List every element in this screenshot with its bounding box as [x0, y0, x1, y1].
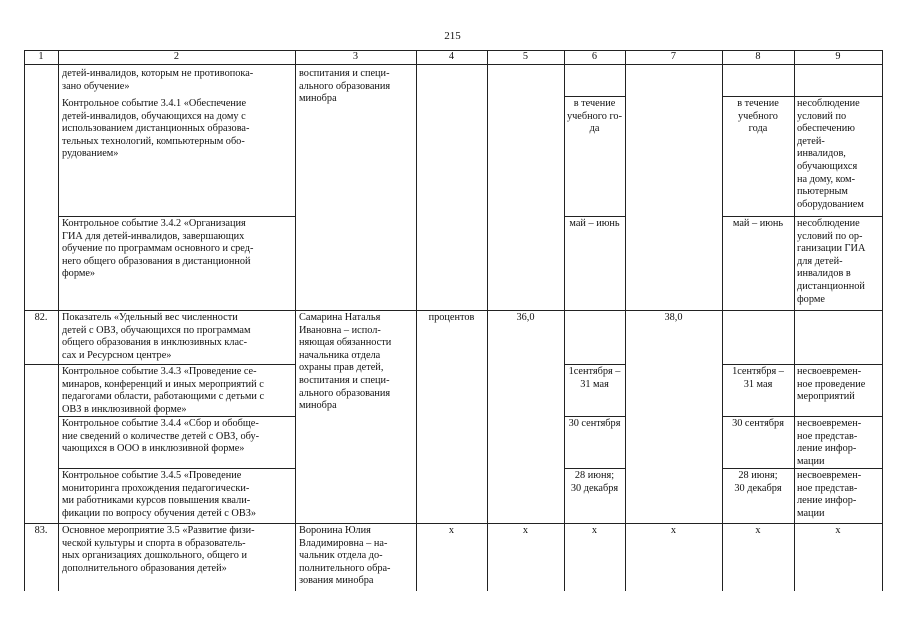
col-header-6: 6 [591, 51, 598, 62]
ev344-deadline-plan: 30 сентября [568, 418, 621, 429]
ev341-name-cell: Контрольное событие 3.4.1 «Обеспечение детей-инвалидов, обучающихся на дому с использованием дистанционных образова- тельных технологий, компьютерным обо- рудованием» [62, 98, 250, 160]
rule-ev343-c89 [722, 364, 882, 365]
ev345-deadline-plan: 28 июня; 30 декабря [570, 470, 619, 494]
row83-number: 83. [34, 525, 48, 536]
rule-ev343-c6 [564, 364, 625, 365]
col-header-3: 3 [352, 51, 359, 62]
col-header-4: 4 [448, 51, 455, 62]
rule-col1 [58, 50, 59, 591]
ev342-name-cell: Контрольное событие 3.4.2 «Организация ГИА для детей-инвалидов, завершающих обучение по программам основного и сред- него общего образования в дистанционной форме» [62, 218, 254, 280]
rule-ev345-c6 [564, 468, 625, 469]
row82-target-value: 38,0 [664, 312, 683, 323]
rule-ev341-end [58, 216, 295, 217]
rule-col-right [882, 50, 883, 591]
row83-col9-x: x [835, 525, 841, 536]
row82-name-cell: Показатель «Удельный вес численности детей с ОВЗ, обучающихся по программам общего образования в инклюзивных клас- сах и Ресурсном центре» [62, 312, 251, 361]
row83-name-cell: Основное мероприятие 3.5 «Развитие физи- ческой культуры и спорта в образователь- ных организациях дошкольного, общего и дополнительного образования детей» [62, 525, 255, 574]
rule-row82 [24, 310, 882, 311]
row83-col6-x: x [591, 525, 598, 536]
rule-col2 [295, 50, 296, 591]
row83-col8-x: x [755, 525, 761, 536]
row83-responsible-cell: Воронина Юлия Владимировна – на- чальник отдела до- полнительного обра- зования минобра [299, 525, 391, 587]
col-header-1: 1 [38, 51, 44, 62]
col-header-2: 2 [173, 51, 180, 62]
rule-ev343-left [24, 364, 295, 365]
ev345-name-cell: Контрольное событие 3.4.5 «Проведение мониторинга прохождения педагогически- ми работниками курсов повышения квали- фикации по вопросу обучения детей с ОВЗ» [62, 470, 257, 519]
rule-ev341-c89 [722, 96, 882, 97]
col-header-7: 7 [670, 51, 677, 62]
col-header-5: 5 [522, 51, 529, 62]
rule-ev341-c6 [564, 96, 625, 97]
ev345-risk-cell: несвоевремен- ное представ- ление инфор- мации [797, 470, 862, 519]
ev343-risk-cell: несвоевремен- ное проведение мероприятий [797, 366, 866, 403]
cont-name-cell: детей-инвалидов, которым не противопока- зано обучение» [62, 68, 254, 92]
cont-responsible-cell: воспитания и специ- ального образования минобра [299, 68, 391, 105]
page-number: 215 [444, 30, 461, 42]
ev341-deadline-plan: в течение учебного го- да [566, 98, 623, 135]
rule-row83 [24, 523, 882, 524]
ev343-deadline-actual: 1сентября – 31 мая [732, 366, 784, 390]
row82-unit-cell: процентов [428, 312, 475, 323]
ev342-risk-cell: несоблюдение условий по ор- ганизации ГИА для детей- инвалидов в дистанционной форме [797, 218, 866, 305]
rule-ev342-c6 [564, 216, 625, 217]
row82-base-value: 36,0 [516, 312, 535, 323]
ev342-deadline-actual: май – июнь [732, 218, 784, 229]
col-header-9: 9 [835, 51, 841, 62]
ev341-deadline-actual: в течение учебного года [737, 98, 779, 135]
row83-col4-x: x [448, 525, 455, 536]
rule-ev345-left [58, 468, 295, 469]
rule-col8 [794, 50, 795, 591]
rule-ev344-c6 [564, 416, 625, 417]
ev341-risk-cell: несоблюдение условий по обеспечению детей- инвалидов, обучающихся на дому, ком- пьютерным оборудованием [797, 98, 864, 210]
row82-number: 82. [34, 312, 48, 323]
rule-ev342-c89 [722, 216, 882, 217]
ev344-risk-cell: несвоевремен- ное представ- ление инфор- мации [797, 418, 862, 467]
plan-table [24, 50, 882, 591]
row83-col7-x: x [670, 525, 677, 536]
ev344-deadline-actual: 30 сентября [732, 418, 784, 429]
row82-responsible-cell: Самарина Наталья Ивановна – испол- няющая обязанности начальника отдела охраны прав детей, воспитания и специ- ального образования минобра [299, 312, 392, 412]
ev345-deadline-actual: 28 июня; 30 декабря [734, 470, 782, 494]
col-header-8: 8 [755, 51, 761, 62]
ev343-name-cell: Контрольное событие 3.4.3 «Проведение се- минаров, конференций и иных мероприятий с педагогами области, работающими с детьми с ОВЗ в инклюзивной форме» [62, 366, 265, 415]
rule-ev344-c89 [722, 416, 882, 417]
ev344-name-cell: Контрольное событие 3.4.4 «Сбор и обобще- ние сведений о количестве детей с ОВЗ, обу- чающихся в ООО в инклюзивной форме» [62, 418, 260, 455]
rule-header [24, 64, 882, 65]
row83-col5-x: x [522, 525, 529, 536]
ev342-deadline-plan: май – июнь [569, 218, 620, 229]
ev343-deadline-plan: 1сентября – 31 мая [568, 366, 621, 390]
